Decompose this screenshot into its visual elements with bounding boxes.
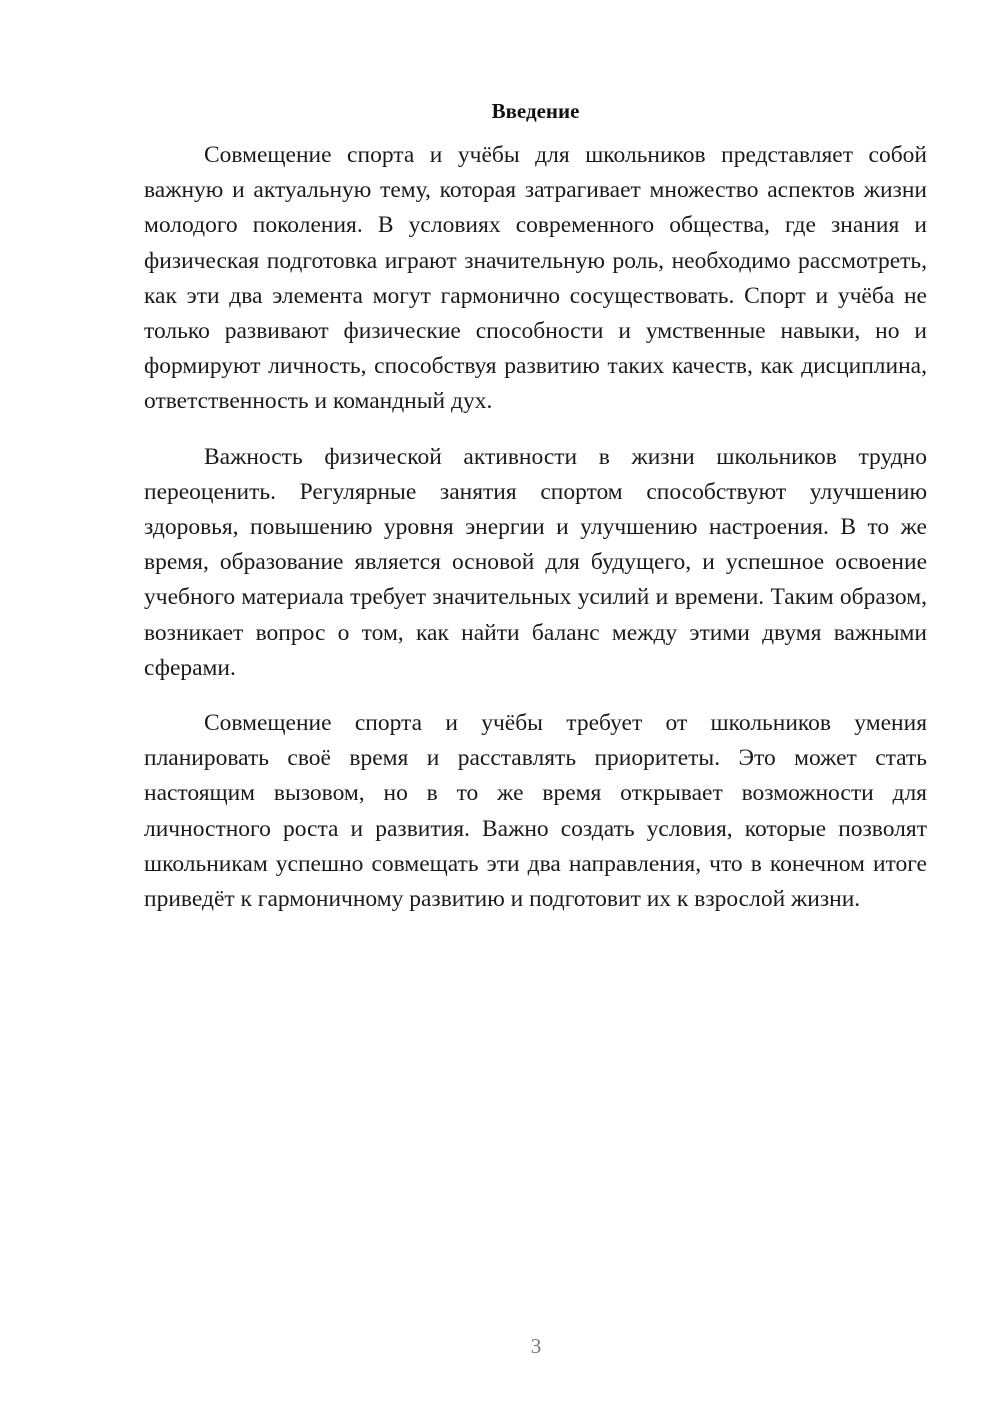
paragraph-2: Важность физической активности в жизни школьников трудно переоценить. Регулярные занятия спортом способствуют улучшению здоровья, повышению уровня энергии и улучшению настроения. В то же время, образование является основой для будущего, и успешное освоение учебного материала требует значительных усилий и времени. Таким образом, возникает вопрос о том, как найти баланс между этими двумя важными сферами.	[144, 443, 927, 681]
page-number: 3	[530, 1334, 542, 1358]
page-content	[144, 96, 927, 937]
paragraph-3: Совмещение спорта и учёбы требует от школьников умения планировать своё время и расставлять приоритеты. Это может стать настоящим вызовом, но в то же время открывает возможности для личностного роста и развития. Важно создать условия, которые позволят школьникам успешно совмещать эти два направления, что в конечном итоге приведёт к гармоничному развитию и подготовит их к взрослой жизни.	[144, 710, 927, 913]
section-title: Введение	[491, 99, 580, 123]
paragraph-1: Совмещение спорта и учёбы для школьников представляет собой важную и актуальную тему, которая затрагивает множество аспектов жизни молодого поколения. В условиях современного общества, где знания и физическая подготовка играют значительную роль, необходимо рассмотреть, как эти два элемента могут гармонично сосуществовать. Спорт и учёба не только развивают физические способности и умственные навыки, но и формируют личность, способствуя развитию таких качеств, как дисциплина, ответственность и командный дух.	[144, 142, 927, 415]
